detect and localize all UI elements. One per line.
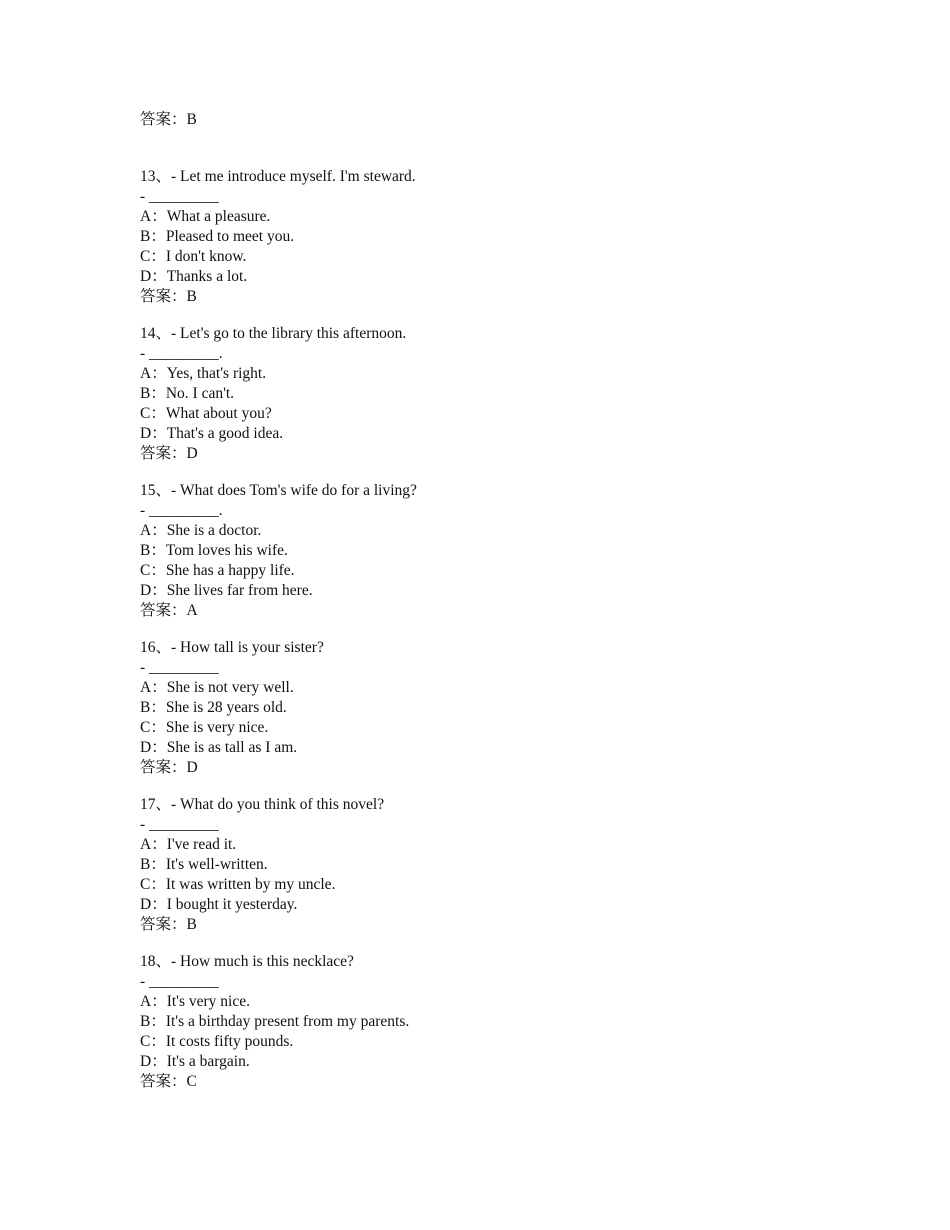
option-a: A：She is a doctor.	[140, 522, 262, 539]
question-13	[140, 167, 840, 307]
option-d: D：That's a good idea.	[140, 425, 284, 442]
question-answer: 答案：B	[140, 916, 197, 933]
option-d: D：I bought it yesterday.	[140, 896, 298, 913]
question-14	[140, 324, 840, 464]
option-b: B：Pleased to meet you.	[140, 228, 295, 245]
option-b: B：She is 28 years old.	[140, 699, 287, 716]
option-d: D：She is as tall as I am.	[140, 739, 298, 756]
option-b: B：It's a birthday present from my parents.	[140, 1013, 410, 1030]
option-a: A：She is not very well.	[140, 679, 294, 696]
option-d: D：She lives far from here.	[140, 582, 313, 599]
question-blank: - _________	[140, 188, 219, 205]
option-b: B：No. I can't.	[140, 385, 235, 402]
option-c: C：It costs fifty pounds.	[140, 1033, 294, 1050]
question-blank: - _________.	[140, 345, 223, 362]
option-c: C：What about you?	[140, 405, 272, 422]
question-prompt: 17、- What do you think of this novel?	[140, 796, 385, 813]
question-16	[140, 638, 840, 778]
option-c: C：I don't know.	[140, 248, 247, 265]
option-d: D：It's a bargain.	[140, 1053, 250, 1070]
option-a: A：It's very nice.	[140, 993, 250, 1010]
document-page	[140, 110, 840, 1092]
option-d: D：Thanks a lot.	[140, 268, 248, 285]
question-prompt: 15、- What does Tom's wife do for a living?	[140, 482, 417, 499]
question-15	[140, 481, 840, 621]
option-a: A：I've read it.	[140, 836, 237, 853]
option-c: C：She has a happy life.	[140, 562, 295, 579]
question-answer: 答案：D	[140, 759, 198, 776]
question-answer: 答案：C	[140, 1073, 197, 1090]
option-c: C：She is very nice.	[140, 719, 269, 736]
question-blank: - _________	[140, 659, 219, 676]
question-18	[140, 952, 840, 1092]
question-prompt: 16、- How tall is your sister?	[140, 639, 324, 656]
question-prompt: 14、- Let's go to the library this afternoon.	[140, 325, 407, 342]
option-b: B：It's well-written.	[140, 856, 268, 873]
question-prompt: 18、- How much is this necklace?	[140, 953, 354, 970]
option-c: C：It was written by my uncle.	[140, 876, 336, 893]
option-a: A：What a pleasure.	[140, 208, 271, 225]
option-b: B：Tom loves his wife.	[140, 542, 288, 559]
question-answer: 答案：D	[140, 445, 198, 462]
previous-answer: 答案：B	[140, 111, 197, 128]
option-a: A：Yes, that's right.	[140, 365, 267, 382]
question-answer: 答案：A	[140, 602, 198, 619]
question-blank: - _________	[140, 816, 219, 833]
question-17	[140, 795, 840, 935]
question-blank: - _________	[140, 973, 219, 990]
question-answer: 答案：B	[140, 288, 197, 305]
question-prompt: 13、- Let me introduce myself. I'm steward.	[140, 168, 416, 185]
question-blank: - _________.	[140, 502, 223, 519]
